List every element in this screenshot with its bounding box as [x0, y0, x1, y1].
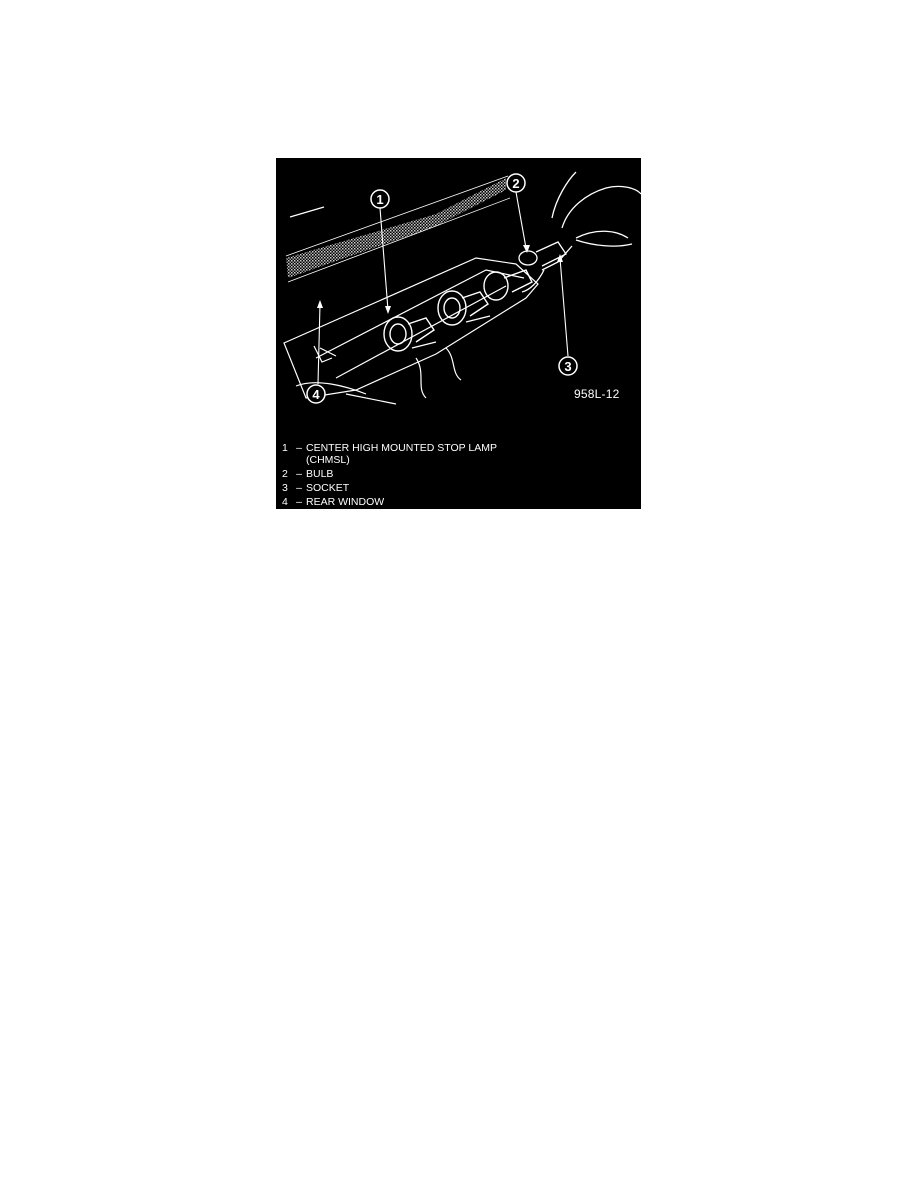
- legend-item: [282, 496, 632, 508]
- figure-id: 958L-12: [574, 387, 620, 401]
- lamp-socket-left: [384, 317, 436, 351]
- legend-dash: –: [296, 468, 302, 480]
- lamp-housing: [284, 258, 538, 404]
- legend-text: [306, 442, 632, 466]
- callout-1: [371, 190, 389, 208]
- figure-legend: [282, 442, 632, 509]
- bulb-in-hand: [519, 172, 641, 292]
- legend-number: 3: [282, 482, 288, 494]
- callout-2: [507, 174, 525, 192]
- legend-text: SOCKET: [306, 482, 350, 494]
- svg-text:4: 4: [312, 387, 320, 402]
- legend-dash: –: [296, 442, 302, 454]
- callout-4: [307, 385, 325, 403]
- legend-number: 4: [282, 496, 288, 508]
- svg-text:2: 2: [512, 176, 520, 191]
- svg-text:1: 1: [376, 192, 384, 207]
- legend-text: BULB: [306, 468, 334, 480]
- rear-window-edge: [286, 176, 510, 282]
- svg-text:3: 3: [564, 359, 572, 374]
- legend-text-line: CENTER HIGH MOUNTED STOP LAMP: [306, 442, 497, 454]
- legend-number: 2: [282, 468, 288, 480]
- callout-3: [559, 357, 577, 375]
- legend-dash: –: [296, 496, 302, 508]
- legend-item: [282, 468, 632, 480]
- legend-text: REAR WINDOW: [306, 496, 385, 508]
- legend-number: 1: [282, 442, 288, 454]
- chmsl-bulb-figure: [276, 158, 641, 509]
- legend-text-line: (CHMSL): [306, 454, 350, 466]
- legend-dash: –: [296, 482, 302, 494]
- lamp-socket-middle: [438, 291, 490, 325]
- legend-item: [282, 482, 632, 494]
- legend-item: [282, 442, 632, 466]
